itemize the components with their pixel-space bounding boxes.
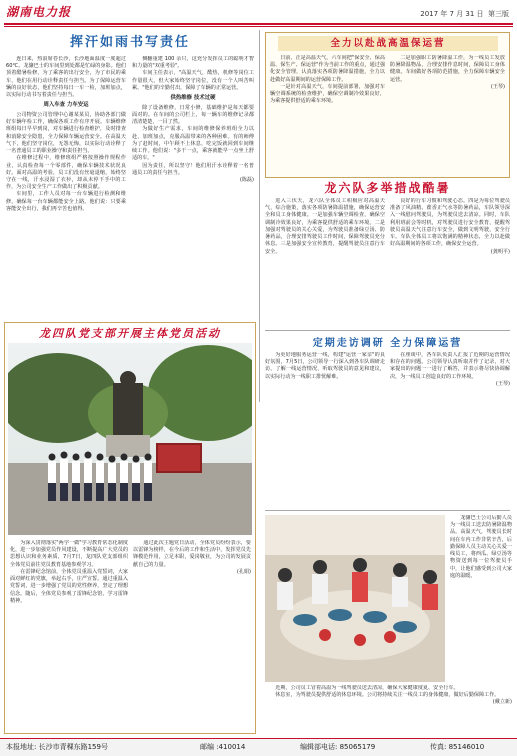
section-rule-right-2 [265, 510, 510, 511]
footer-postcode: 邮编 :410014 [200, 743, 246, 751]
middle-right-title: 龙六队多举措战酷暑 [324, 181, 451, 195]
middle-right-para-1: 进入三伏天，龙六队全体员工积极应对高温天气，综合施策，落实各项防暑降温措施，确保运营安全和员工身体健康。一是加强车辆空调检查，确保空调制冷效果良好，为乘客提供舒适的乘车环境。二是加强对驾驶员的关心关爱，为驾驶员准备绿豆汤、防暑药品，合理安排驾驶员工作时间，保障驾驶员充分休息。三是加强安全宣传教育，提醒驾驶员注意行车安全。 [265, 198, 385, 255]
visit-article-title: 定期走访调研 全力保障运营 [312, 338, 463, 349]
issue-date-section [420, 10, 509, 20]
bottom-right-caption: 近期，公司员工冒着高温为一线驾驶员送去清凉，确保大家健康度夏、安全行车。 [275, 685, 459, 691]
middle-right-col2 [390, 198, 510, 326]
visit-para-1: 为更好地服务运营一线，构建"运营一家亲"的良好氛围，7月5日，公司领导一行深入到各车队调研走访，了解一线运营情况，听取驾驶员的意见和建议，以实际行动为一线职工排忧解难。 [265, 352, 385, 380]
bottom-right-caption-col [265, 685, 512, 733]
issue-section: 第三版 [488, 10, 509, 18]
middle-right-col1 [265, 198, 385, 326]
middle-right-author: (龚明平) [490, 248, 510, 255]
top-right-title: 全力以赴战高温保运营 [330, 38, 446, 49]
bottom-right-side-col [450, 515, 512, 682]
page-footer [0, 738, 517, 756]
left-para-1: 连日来，热浪席卷长沙，长沙地面温度一度超过60℃。龙骧巴士的车间里到处都是忙碌的身影。他们顶着酷暑检修，为了乘客的出行安全，为了市民的乘车，他们在用行动诠释责任与担当。为了保障运营车辆的良好状态，他们坚持每日一车一检，加班加点，以实际行动书写着责任与担当。 [6, 56, 126, 99]
summer-relief-photo [265, 515, 445, 682]
column-divider [259, 30, 260, 402]
left-article-col1 [6, 56, 126, 321]
header-rule [4, 23, 513, 25]
left-right-para-5: 因为责任，所以坚守！他们用汗水诠释着一名普通员工的责任与担当。 [132, 162, 254, 176]
section-rule-right [265, 330, 510, 331]
top-right-para-2: 一是针对高温天气，车间提前部署，加强对车辆空调系统的检查维护，确保空调制冷效果良好，为乘客提供舒适的乘车环境。 [270, 83, 385, 105]
banner-article-col2 [133, 540, 251, 732]
banner-article-title: 龙四队党支部开展主体党员活动 [39, 327, 221, 340]
visit-article-col1 [265, 352, 385, 507]
footer-fax: 传真: 85146010 [430, 743, 485, 751]
summer-relief-photo-art [265, 515, 445, 682]
visit-article-col2 [390, 352, 510, 507]
top-right-para-3: 二是加强职工防暑降温工作，为一线员工发放防暑降温物品，合理安排作息时间，保障员工身体健康。车间做好各项防范措施，全力保障车辆安全运营。 [390, 55, 505, 83]
left-right-para-4: 为做好生产需求，车间的维修保养班组全力以赴，加班加点，克服高温带来的各种困难。有的师傅为了赶时间，中午顾不上休息，吃完饭就回到车间继续工作。他们说："多干一点，乘客就能早一点坐上舒适的车。" [132, 126, 254, 162]
header-rule-thin [4, 26, 513, 27]
bottom-right-bottom-text: 休息室，为驾驶员提供舒适的休息环境。公司将持续关注一线员工的身体健康，做好后勤保障工作。 [275, 692, 500, 699]
left-para-2: 公司物资公司管理中心谢某某员，协助各部门做好车辆年检工作，确保各项工作有序开展。车辆维修班组每日早早到岗，对车辆进行检查维护，及时排查和消除安全隐患，全力保障车辆运营安全。在高温天气下，他们坚守岗位，无怨无悔，以实际行动诠释了一名普通员工的职业操守和责任担当。 [6, 111, 126, 155]
banner-para-1: 在雷锋纪念馆前，全体党员重温入党誓词，大家面对鲜红的党旗，举起右手，庄严宣誓。通过重温入党誓词，进一步增强了党员的党性修养，坚定了理想信念。随后，全体党员参观了雷锋纪念馆，学习雷锋精神。 [10, 568, 128, 604]
visit-article-author: (王琴) [495, 380, 510, 387]
left-article-title: 挥汗如雨书写责任 [69, 35, 190, 50]
banner-article-col1 [10, 540, 128, 732]
left-article-col2 [132, 56, 254, 321]
top-right-col2 [390, 55, 505, 175]
left-subhead-2: 供热维修 技术过硬 [170, 95, 216, 102]
left-article-author: (陈磊) [239, 176, 254, 183]
newspaper-logo: 湖南电力报 [6, 5, 72, 19]
left-right-para-2: 车间主任表示，"高温天气，酷热，机修等岗位工作量很大，但大家始终坚守岗位，没有一个人叫苦叫累。"他们的辛勤付出，保障了车辆的正常运营。 [132, 70, 254, 91]
party-activity-photo-art [8, 343, 252, 535]
banner-para-2: 通过此次主题党日活动，全体党员纷纷表示，要以雷锋为榜样，在今后的工作和生活中，发挥党员先锋模范作用，立足本职，爱岗敬业，为公司的发展贡献自己的力量。 [133, 540, 251, 568]
top-right-author: (王琴) [490, 83, 505, 90]
top-right-col1 [270, 55, 385, 175]
bottom-right-author: (戴立新) [492, 699, 512, 706]
left-para-3: 在维修过程中，维修班组严格按照操作规程作业，认真检查每一个零部件，确保车辆技术状况良好。面对高温的考验，员工们没有丝毫退缩，始终坚守在一线，汗水浸湿了衣衫，却从未停下手中的工作，为公司安全生产工作做出了积极贡献。 [6, 155, 126, 191]
middle-right-para-2: 良好的行车习惯和驾驶心态。四是为每位驾驶员准备了风油精、藿香正气水等防暑药品，车队领导深入一线慰问驾驶员，为驾驶员送去清凉。同时，车队利用班前会等时机，对驾驶员进行安全教育，提醒驾驶员高温天气注意行车安全，做到文明驾驶，安全行车。车队全体员工将以饱满的精神状态，全力以赴做好高温期间的各项工作，确保安全运营。 [390, 198, 510, 248]
left-right-para-3: 除了设备维修，日常小修，基础维护是每天都要面对的。在车间的公司栏上，每一辆车的维修记录都清清楚楚，一目了然。 [132, 104, 254, 126]
footer-phone: 编辑部电话: 85065179 [300, 743, 376, 751]
banner-intro: 为深入贯彻落实"两学一做"学习教育常态化制度化，进一步加强党员作风建设，不断提高广大党员的思想认识和业务素质，7月7日，龙四队党支部组织全体党员前往党员教育基地参观学习。 [10, 540, 128, 568]
party-activity-photo [8, 343, 252, 535]
footer-address: 本报地址: 长沙市青稞东路159号 [6, 743, 108, 751]
top-right-para-1: 日前，正是高温天气，六车间把"保安全、保高温、保生产、保运营"作为当前工作的重点，通过强化安全管理，认真落实各项防暑降温措施，全力以赴做好高温期间的运营保障工作。 [270, 55, 385, 83]
bottom-right-side-text: 龙骧巴士公司后勤人员为一线员工送去防暑降温物品。高温天气，驾驶员长时间在车内工作非常辛苦，后勤保障人员主动关心关爱一线员工，将西瓜、绿豆汤等物资送到每一位驾驶员手中，让他们感受到公司大家庭的温暖。 [450, 515, 512, 579]
left-right-para-1: 侧翻重建 100 余只，这充分发挥员工的聪明才智和力量的"双重考验"。 [132, 56, 254, 70]
issue-date: 2017 年 7 月 31 日 [420, 10, 484, 18]
banner-article-author: (孔娟) [236, 568, 251, 575]
visit-para-2: 在座谈中，各车队负责人汇报了近期的运营情况和存在的问题。公司领导认真听取并作了记录，对大家提出的问题一一进行了解答，并表示将尽快协调解决，为一线员工创造良好的工作环境。 [390, 352, 510, 380]
left-subhead-1: 周入车查 力车安运 [43, 102, 89, 109]
left-para-4: 车间里，工作人员对每一台车辆进行检测和维修，确保每一台车辆都能安全上路。他们说：只要乘客能安全出行，我们再辛苦也值得。 [6, 191, 126, 212]
